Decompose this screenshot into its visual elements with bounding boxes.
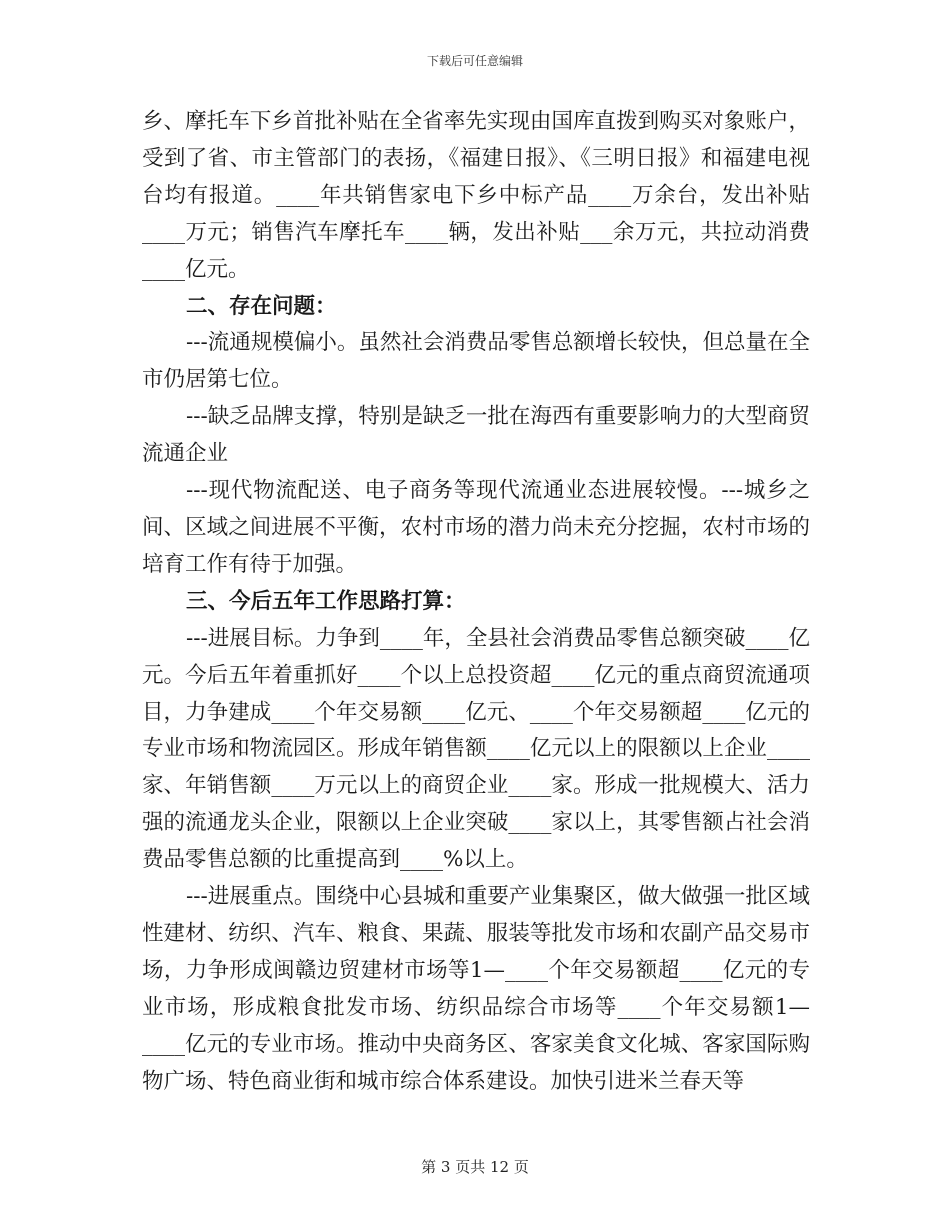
section-heading-plan: 三、今后五年工作思路打算： <box>186 588 466 614</box>
paragraph-goals: ---进展目标。力争到____年，全县社会消费品零售总额突破____亿元。今后五年着重抓好____个以上总投资超____亿元的重点商贸流通项目，力争建成____个年交易额____亿元、____个年交易额超____亿元的专业市场和物流园区。形成年销售额____亿元以上的限额以上企业____家、年销售额____万元以上的商贸企业____家。形成一批规模大、活力强的流通龙头企业，限额以上企业突破____家以上，其零售额占社会消费品零售总额的比重提高到____%以上。 <box>142 625 810 873</box>
paragraph-continued: 乡、摩托车下乡首批补贴在全省率先实现由国库直拨到购买对象账户，受到了省、市主管部门的表扬，《福建日报》、《三明日报》和福建电视台均有报道。____年共销售家电下乡中标产品____万余台，发出补贴____万元；销售汽车摩托车____辆，发出补贴___余万元，共拉动消费____亿元。 <box>142 109 810 282</box>
paragraph-scale: ---流通规模偏小。虽然社会消费品零售总额增长较快，但总量在全市仍居第七位。 <box>142 330 810 393</box>
paragraph-brand: ---缺乏品牌支撑，特别是缺乏一批在海西有重要影响力的大型商贸流通企业 <box>142 404 810 467</box>
page-footer: 第 3 页共 12 页 <box>421 1158 529 1176</box>
paragraph-logistics: ---现代物流配送、电子商务等现代流通业态进展较慢。---城乡之间、区域之间进展不平衡，农村市场的潜力尚未充分挖掘，农村市场的培育工作有待于加强。 <box>142 478 810 577</box>
document-body <box>142 104 810 1100</box>
page-header: 下载后可任意编辑 <box>426 54 523 68</box>
section-heading-problems: 二、存在问题： <box>186 293 337 319</box>
paragraph-priorities: ---进展重点。围绕中心县城和重要产业集聚区，做大做强一批区域性建材、纺织、汽车、粮食、果蔬、服装等批发市场和农副产品交易市场，力争形成闽赣边贸建材市场等1—____个年交易额超____亿元的专业市场，形成粮食批发市场、纺织品综合市场等____个年交易额1—____亿元的专业市场。推动中央商务区、客家美食文化城、客家国际购物广场、特色商业街和城市综合体系建设。加快引进米兰春天等 <box>142 884 810 1094</box>
